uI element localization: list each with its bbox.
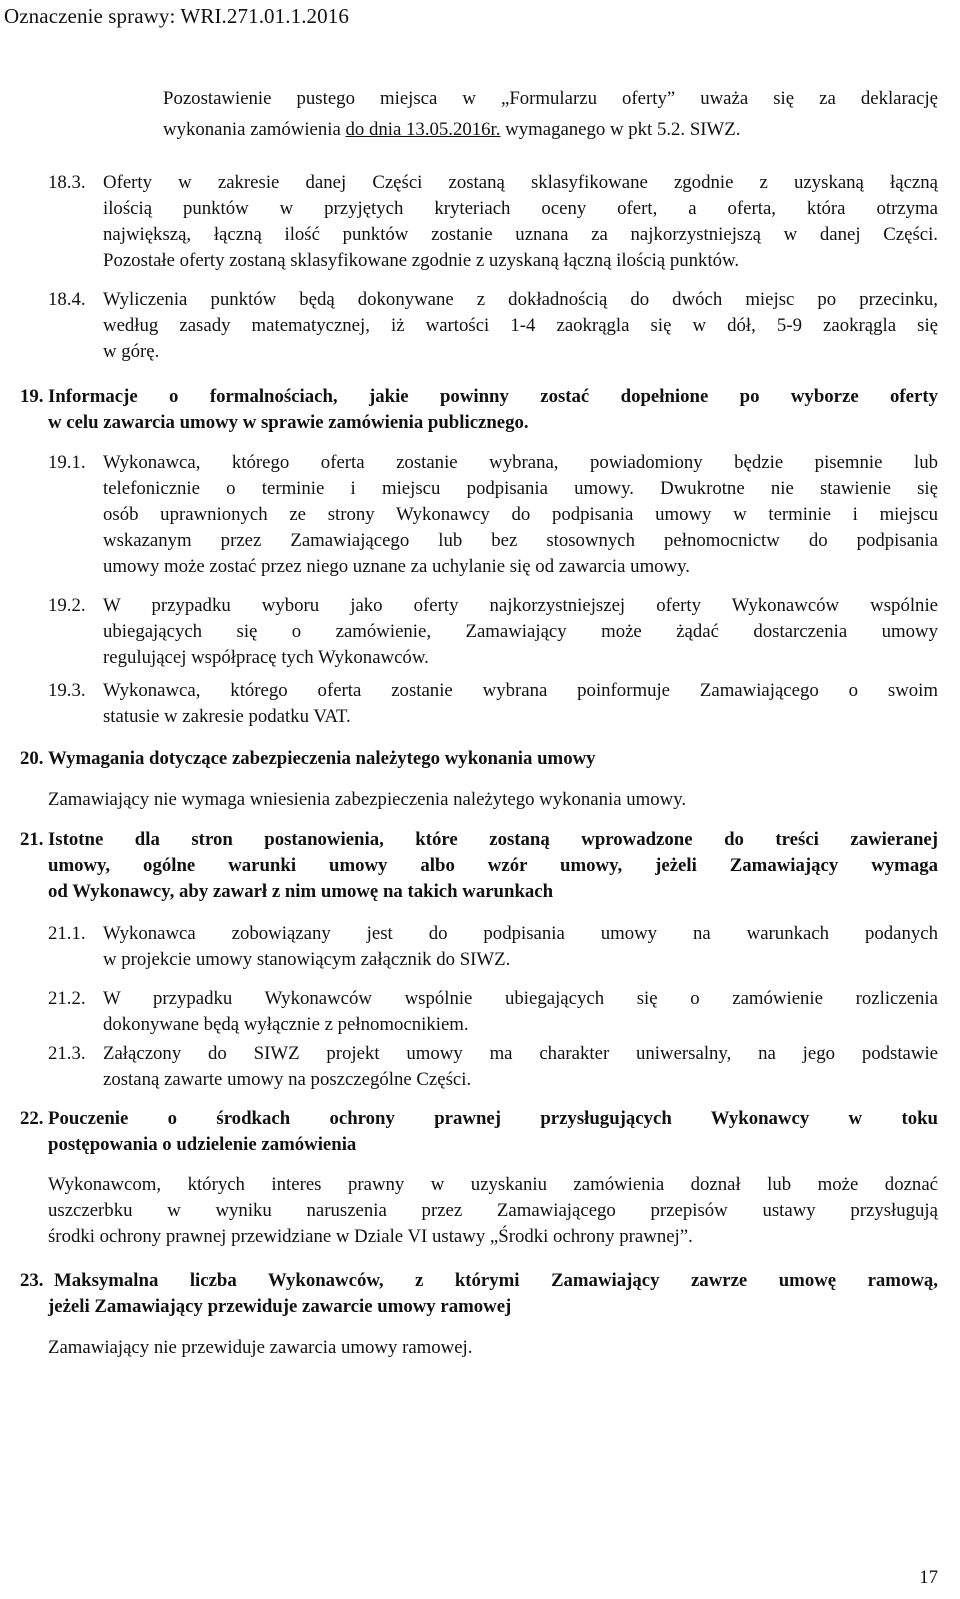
section-19-2-line-2: ubiegających się o zamówienie, Zamawiający może żądać dostarczenia umowy xyxy=(103,621,938,642)
section-19-2-line-1: W przypadku wyboru jako oferty najkorzystniejszej oferty Wykonawców wspólnie xyxy=(103,595,938,616)
section-19-1-line-1: Wykonawca, którego oferta zostanie wybrana, powiadomiony będzie pisemnie lub xyxy=(103,452,938,473)
section-18-3-line-1: Oferty w zakresie danej Części zostaną sklasyfikowane zgodnie z uzyskaną łączną xyxy=(103,172,938,193)
section-19-2-line-3: regulującej współpracę tych Wykonawców. xyxy=(103,647,429,668)
section-21-heading-line-1: Istotne dla stron postanowienia, które zostaną wprowadzone do treści zawieranej xyxy=(48,829,938,850)
section-18-3-number: 18.3. xyxy=(48,172,86,193)
section-21-heading-line-3: od Wykonawcy, aby zawarł z nim umowę na takich warunkach xyxy=(48,881,554,902)
section-19-1-line-3: osób uprawnionych ze strony Wykonawcy do podpisania umowy w terminie i miejscu xyxy=(103,504,938,525)
section-18-3-line-4: Pozostałe oferty zostaną sklasyfikowane zgodnie z uzyskaną łączną ilością punktów. xyxy=(103,250,740,271)
section-19-1-number: 19.1. xyxy=(48,452,86,473)
section-21-3-line-1: Załączony do SIWZ projekt umowy ma charakter uniwersalny, na jego podstawie xyxy=(103,1043,938,1064)
section-19-3-line-2: statusie w zakresie podatku VAT. xyxy=(103,706,351,727)
section-21-2-number: 21.2. xyxy=(48,988,86,1009)
section-19-3-line-1: Wykonawca, którego oferta zostanie wybrana poinformuje Zamawiającego o swoim xyxy=(103,680,938,701)
section-20-heading: Wymagania dotyczące zabezpieczenia należytego wykonania umowy xyxy=(48,748,596,769)
intro-deadline-date: do dnia 13.05.2016r. xyxy=(345,119,501,140)
section-18-4-line-1: Wyliczenia punktów będą dokonywane z dokładnością do dwóch miejsc po przecinku, xyxy=(103,289,938,310)
section-18-4-line-3: w górę. xyxy=(103,341,160,362)
section-19-2-number: 19.2. xyxy=(48,595,86,616)
page-number: 17 xyxy=(919,1567,938,1588)
section-21-number: 21. xyxy=(20,829,44,850)
section-22-body-line-2: uszczerbku w wyniku naruszenia przez Zamawiającego przepisów ustawy przysługują xyxy=(48,1200,938,1221)
intro-line-2 xyxy=(163,117,938,143)
section-22-heading-line-1: Pouczenie o środkach ochrony prawnej przysługujących Wykonawcy w toku xyxy=(48,1108,938,1129)
section-22-heading-line-2: postępowania o udzielenie zamówienia xyxy=(48,1134,357,1155)
section-21-2-line-2: dokonywane będą wyłącznie z pełnomocnikiem. xyxy=(103,1014,469,1035)
section-21-2-line-1: W przypadku Wykonawców wspólnie ubiegających się o zamówienie rozliczenia xyxy=(103,988,938,1009)
section-19-1-line-2: telefonicznie o terminie i miejscu podpisania umowy. Dwukrotne nie stawienie się xyxy=(103,478,938,499)
intro-line-2-post: wymaganego w pkt 5.2. SIWZ. xyxy=(500,119,741,140)
section-18-3-line-3: największą, łączną ilość punktów zostanie uznana za najkorzystniejszą w danej Części. xyxy=(103,224,938,245)
section-18-4-line-2: według zasady matematycznej, iż wartości 1-4 zaokrągla się w dół, 5-9 zaokrągla się xyxy=(103,315,938,336)
section-22-body-line-3: środki ochrony prawnej przewidziane w Dziale VI ustawy „Środki ochrony prawnej”. xyxy=(48,1226,693,1247)
section-19-heading-line-2: w celu zawarcia umowy w sprawie zamówienia publicznego. xyxy=(48,412,529,433)
section-19-1-line-5: umowy może zostać przez niego uznane za uchylanie się od zawarcia umowy. xyxy=(103,556,691,577)
section-19-1-line-4: wskazanym przez Zamawiającego lub bez stosownych pełnomocnictw do podpisania xyxy=(103,530,938,551)
section-21-heading-line-2: umowy, ogólne warunki umowy albo wzór umowy, jeżeli Zamawiający wymaga xyxy=(48,855,938,876)
section-19-heading-line-1: Informacje o formalnościach, jakie powinny zostać dopełnione po wyborze oferty xyxy=(48,386,938,407)
section-18-4-number: 18.4. xyxy=(48,289,86,310)
section-19-number: 19. xyxy=(20,386,44,407)
section-21-1-line-2: w projekcie umowy stanowiącym załącznik do SIWZ. xyxy=(103,949,511,970)
section-23-heading-line-2: jeżeli Zamawiający przewiduje zawarcie umowy ramowej xyxy=(48,1296,512,1317)
section-21-1-number: 21.1. xyxy=(48,923,86,944)
section-18-3-line-2: ilością punktów w przyjętych kryteriach oceny ofert, a oferta, która otrzyma xyxy=(103,198,938,219)
section-20-number: 20. xyxy=(20,748,44,769)
section-19-3-number: 19.3. xyxy=(48,680,86,701)
section-21-3-number: 21.3. xyxy=(48,1043,86,1064)
section-23-body: Zamawiający nie przewiduje zawarcia umowy ramowej. xyxy=(48,1337,473,1358)
case-number-header: Oznaczenie sprawy: WRI.271.01.1.2016 xyxy=(4,4,349,28)
section-23-heading-line-1: Maksymalna liczba Wykonawców, z którymi Zamawiający zawrze umowę ramową, xyxy=(54,1270,938,1291)
section-20-body: Zamawiający nie wymaga wniesienia zabezpieczenia należytego wykonania umowy. xyxy=(48,789,687,810)
section-23-number: 23. xyxy=(20,1270,44,1291)
section-22-number: 22. xyxy=(20,1108,44,1129)
intro-line-2-pre: wykonania zamówienia xyxy=(163,119,346,140)
section-22-body-line-1: Wykonawcom, których interes prawny w uzyskaniu zamówienia doznał lub może doznać xyxy=(48,1174,938,1195)
section-21-3-line-2: zostaną zawarte umowy na poszczególne Części. xyxy=(103,1069,472,1090)
section-21-1-line-1: Wykonawca zobowiązany jest do podpisania umowy na warunkach podanych xyxy=(103,923,938,944)
intro-line-1: Pozostawienie pustego miejsca w „Formularzu oferty” uważa się za deklarację xyxy=(163,88,938,109)
